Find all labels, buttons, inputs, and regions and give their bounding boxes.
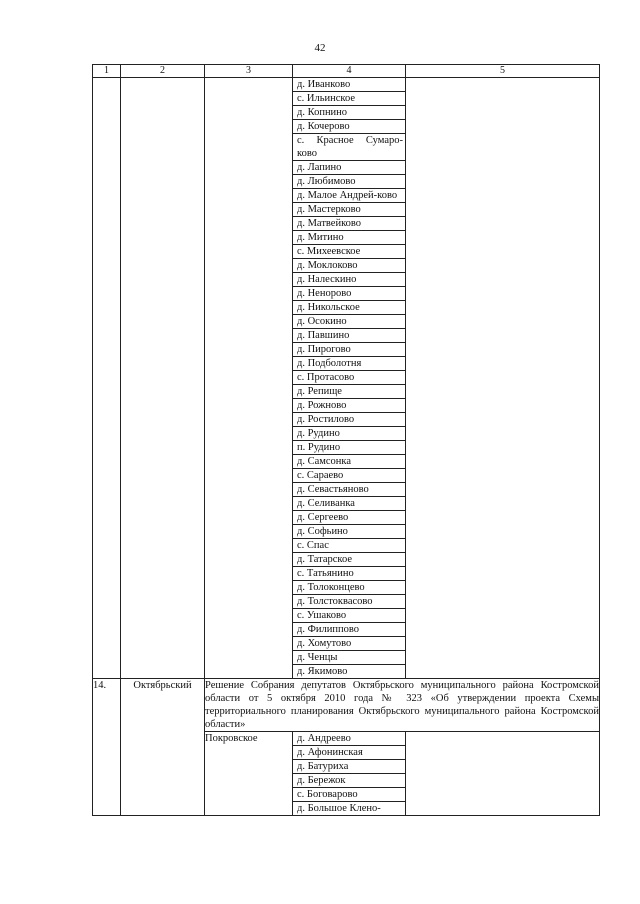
village-item: д. Хомутово — [293, 637, 405, 651]
district-number: 14. — [93, 679, 121, 816]
village-item: д. Батуриха — [293, 760, 405, 774]
village-item: д. Ростилово — [293, 413, 405, 427]
settlement-name: Покровское — [205, 732, 293, 816]
village-item: д. Филиппово — [293, 623, 405, 637]
district-row — [93, 679, 600, 732]
table-header-row — [93, 65, 600, 78]
settlement-villages-cell — [293, 732, 406, 816]
header-cell-3: 3 — [205, 65, 293, 78]
village-item: д. Севастьяново — [293, 483, 405, 497]
village-item: д. Сергеево — [293, 511, 405, 525]
village-item: д. Софьино — [293, 525, 405, 539]
settlement-notes-cell — [406, 732, 600, 816]
village-item: д. Кочерово — [293, 120, 405, 134]
village-item: д. Рожново — [293, 399, 405, 413]
village-item: с. Ушаково — [293, 609, 405, 623]
village-item: д. Павшино — [293, 329, 405, 343]
village-item: д. Рудино — [293, 427, 405, 441]
village-item: д. Якимово — [297, 666, 348, 677]
continuation-notes-cell — [406, 78, 600, 679]
continuation-district-cell — [121, 78, 205, 679]
village-item: д. Подболотня — [293, 357, 405, 371]
village-list — [293, 78, 405, 678]
village-item: д. Толстоквасово — [293, 595, 405, 609]
village-item: д. Моклоково — [293, 259, 405, 273]
village-item: д. Иванково — [293, 78, 405, 92]
village-item: д. Афонинская — [293, 746, 405, 760]
village-item: д. Любимово — [293, 175, 405, 189]
village-item: с. Протасово — [293, 371, 405, 385]
village-item: с. Татьянино — [293, 567, 405, 581]
village-item: д. Пирогово — [293, 343, 405, 357]
village-item: д. Татарское — [293, 553, 405, 567]
header-cell-5: 5 — [406, 65, 600, 78]
village-list — [293, 732, 405, 815]
district-name: Октябрьский — [121, 679, 205, 816]
village-item: д. Копнино — [293, 106, 405, 120]
village-item: д. Репище — [293, 385, 405, 399]
village-item: с. Красное Сумаро-ково — [293, 134, 405, 161]
village-item: с. Спас — [293, 539, 405, 553]
village-item: д. Никольское — [293, 301, 405, 315]
village-item: с. Ильинское — [293, 92, 405, 106]
district-decision: Решение Собрания депутатов Октябрьского муниципального района Костромской области от 5 октября 2010 года № 323 «Об утверждении проекта Схемы территориального планирования Октябрьского муниципального района Костромской области» — [205, 680, 599, 730]
continuation-settlement-cell — [205, 78, 293, 679]
village-item: д. Ченцы — [293, 651, 405, 665]
village-item: д. Толоконцево — [293, 581, 405, 595]
village-item: д. Большое Клено- — [297, 803, 381, 814]
village-item: д. Малое Андрей-ково — [293, 189, 405, 203]
village-item: д. Лапино — [293, 161, 405, 175]
village-item: п. Рудино — [293, 441, 405, 455]
header-cell-4: 4 — [293, 65, 406, 78]
village-item: д. Бережок — [293, 774, 405, 788]
village-item: д. Налескино — [293, 273, 405, 287]
header-cell-2: 2 — [121, 65, 205, 78]
village-item: д. Андреево — [293, 732, 405, 746]
header-cell-1: 1 — [93, 65, 121, 78]
page-number: 42 — [314, 42, 326, 54]
village-item: д. Селиванка — [293, 497, 405, 511]
village-item: с. Михеевское — [293, 245, 405, 259]
continuation-row — [93, 78, 600, 679]
continuation-villages-cell — [293, 78, 406, 679]
village-item: с. Боговарово — [293, 788, 405, 802]
village-item: д. Матвейково — [293, 217, 405, 231]
village-item: д. Митино — [293, 231, 405, 245]
settlements-table — [92, 64, 600, 816]
village-item: с. Сараево — [293, 469, 405, 483]
village-item: д. Ненорово — [293, 287, 405, 301]
village-item: д. Мастерково — [293, 203, 405, 217]
continuation-number-cell — [93, 78, 121, 679]
village-item: д. Самсонка — [293, 455, 405, 469]
village-item: д. Осокино — [293, 315, 405, 329]
